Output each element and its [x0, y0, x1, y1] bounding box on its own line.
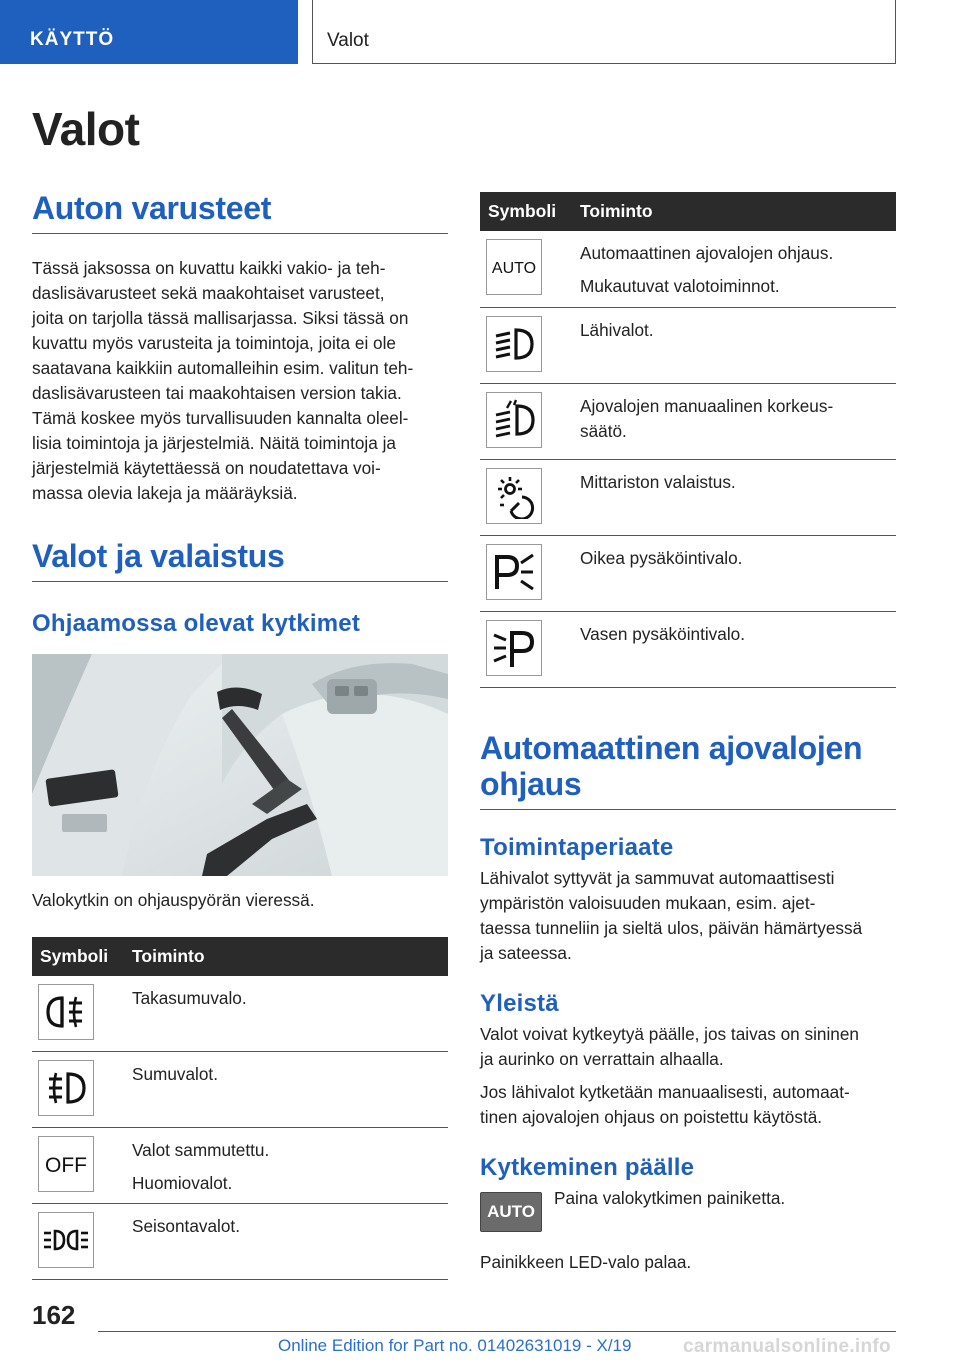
heading-switches: Ohjaamossa olevat kytkimet: [32, 609, 361, 637]
table-row: Sumuvalot.: [32, 1052, 448, 1128]
chapter-tab: Valot: [312, 0, 896, 64]
auto-button-icon: AUTO: [480, 1192, 542, 1232]
heading-general: Yleistä: [480, 990, 559, 1018]
column-header-symbol: Symboli: [32, 937, 124, 976]
table-row: Lähivalot.: [480, 307, 896, 383]
fog-light-icon: [43, 1065, 89, 1111]
table-row: Takasumuvalo.: [32, 976, 448, 1052]
auto-icon: [487, 252, 541, 282]
section-tab: KÄYTTÖ: [0, 0, 298, 64]
parking-lights-icon: [41, 1217, 91, 1263]
paragraph-equipment: Tässä jaksossa on kuvattu kaikki vakio- ja teh- daslisävarusteet sekä maakohtaiset varusteet, joita on tarjolla tässä mallisarjassa. Siksi tässä on kuvattu myös varusteita ja toimintoja, joita ei ole saatavana kaikkiin automalleihin esim. valitun teh- daslisävarusteen tai maakohtaisen version takia. Tämä koskee myös turvallisuuden kannalta oleel- lisia toimintoja ja järjestelmiä. Näitä toimintoja ja järjestelmiä käytettäessä on noudatettava voi- massa olevia lakeja ja määräyksiä.: [32, 257, 414, 503]
column-header-function: Toiminto: [572, 192, 896, 231]
paragraph-general-1: Valot voivat kytkeytyä päälle, jos taivas on sininen ja aurinko on verrattain alhaalla.: [480, 1024, 859, 1070]
table-row: Oikea pysäköintivalo.: [480, 535, 896, 611]
headlight-range-icon: [491, 397, 537, 443]
edition-text: Online Edition for Part no. 01402631019 - X/19: [278, 1336, 632, 1355]
table-row: OFF Valot sammutettu. Huomiovalot.: [32, 1128, 448, 1204]
table-row: Vasen pysäköintivalo.: [480, 611, 896, 687]
footer-divider: [98, 1331, 896, 1332]
low-beam-icon: [491, 321, 537, 367]
heading-auto-headlights: Automaattinen ajovalojen ohjaus: [480, 730, 896, 811]
table-row: Mittariston valaistus.: [480, 459, 896, 535]
photo-caption: Valokytkin on ohjauspyörän vieressä.: [32, 889, 315, 910]
off-icon: [39, 1149, 93, 1179]
instrument-lighting-icon: [491, 473, 537, 519]
watermark: carmanualsonline.info: [683, 1336, 891, 1357]
heading-principle: Toimintaperiaate: [480, 834, 674, 862]
heading-equipment: Auton varusteet: [32, 190, 448, 234]
right-parking-light-icon: [491, 549, 537, 595]
column-header-function: Toiminto: [124, 937, 448, 976]
svg-text:AUTO: AUTO: [491, 260, 537, 277]
rear-fog-light-icon: [43, 989, 89, 1035]
symbol-table-right: [480, 192, 896, 688]
page-title: Valot: [32, 103, 140, 155]
paragraph-general-2: Jos lähivalot kytketään manuaalisesti, automaat- tinen ajovalojen ohjaus on poistettu käytöstä.: [480, 1082, 850, 1128]
paragraph-switch-on: Paina valokytkimen painiketta.: [554, 1188, 786, 1209]
light-switch-photo: [32, 654, 448, 876]
page-number: 162: [32, 1300, 76, 1330]
right-column: [480, 192, 896, 1275]
left-parking-light-icon: [491, 625, 537, 671]
symbol-table-left: [32, 937, 448, 1281]
svg-text:OFF: OFF: [45, 1154, 87, 1178]
table-row: AUTO Automaattinen ajovalojen ohjaus. Mukautuvat valotoiminnot.: [480, 231, 896, 307]
table-row: Ajovalojen manuaalinen korkeus- säätö.: [480, 383, 896, 459]
paragraph-principle: Lähivalot syttyvät ja sammuvat automaattisesti ympäristön valoisuuden mukaan, esim. ajet- taessa tunneliin ja sieltä ulos, päivän hämärtyessä ja sateessa.: [480, 868, 863, 964]
switch-on-row: [480, 1186, 896, 1242]
column-header-symbol: Symboli: [480, 192, 572, 231]
table-row: Seisontavalot.: [32, 1204, 448, 1280]
heading-switch-on: Kytkeminen päälle: [480, 1154, 695, 1182]
left-column: [32, 190, 448, 1280]
heading-lights: Valot ja valaistus: [32, 538, 448, 582]
paragraph-led: Painikkeen LED-valo palaa.: [480, 1252, 692, 1273]
